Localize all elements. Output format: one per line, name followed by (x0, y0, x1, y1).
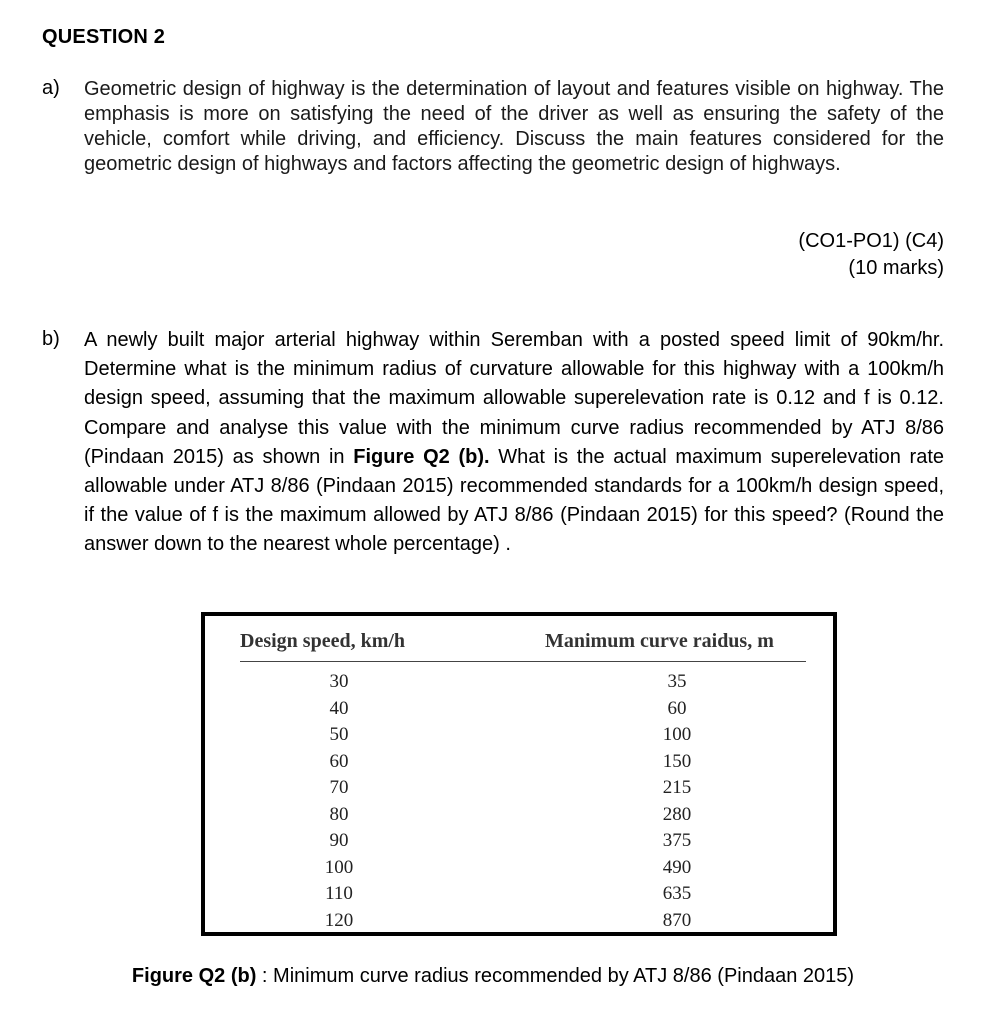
header-minimum-radius: Manimum curve raidus, m (545, 630, 774, 652)
radius-cell: 635 (662, 883, 692, 904)
part-a-text: Geometric design of highway is the determination of layout and features visible on highway. The emphasis is more on satisfying the need of the driver as well as ensuring the safety of the vehicle, comfort while driving, and efficiency. Discuss the main features considered for the geometric design of highways and factors affecting the geometric design of highways. (84, 78, 944, 175)
speed-cell: 60 (329, 750, 349, 772)
question-part-a (42, 77, 944, 177)
header-design-speed: Design speed, km/h (240, 630, 406, 652)
question-heading: QUESTION 2 (42, 26, 166, 48)
part-b-text (84, 326, 944, 560)
radius-cell: 215 (662, 777, 692, 798)
radius-cell: 100 (662, 724, 692, 745)
part-b-text-before: A newly built major arterial highway within Seremban with a posted speed limit of 90km/hr. Determine what is the minimum radius of curvature allowable for this highway with a 100km/h design speed, assuming that the maximum allowable superelevation rate is 0.12 and f is 0.12. Compare and analyse this value with the minimum curve radius recommended by ATJ 8/86 (Pindaan 2015) as shown in (84, 329, 944, 468)
radius-cell: 375 (662, 830, 692, 851)
speed-cell: 120 (324, 909, 354, 931)
speed-cell: 90 (329, 830, 349, 851)
figure-caption (0, 965, 986, 988)
caption-text: : Minimum curve radius recommended by ATJ 8/86 (Pindaan 2015) (256, 965, 855, 987)
part-b-text-after: What is the actual maximum superelevation rate allowable under ATJ 8/86 (Pindaan 2015) recommended standards for a 100km/h design speed, if the value of f is the maximum allowed by ATJ 8/86 (Pindaan 2015) for this speed? (Round the answer down to the nearest whole percentage) . (84, 445, 944, 556)
course-outcome-label: (CO1-PO1) (C4) (798, 230, 944, 252)
speed-cell: 100 (324, 856, 354, 878)
radius-cell: 490 (662, 856, 692, 878)
minimum-radius-column (655, 669, 699, 934)
radius-cell: 870 (662, 909, 692, 931)
marks-label: (10 marks) (848, 257, 944, 279)
speed-cell: 30 (329, 671, 349, 692)
figure-reference: Figure Q2 (b). (353, 445, 490, 468)
design-speed-column (315, 669, 363, 934)
header-rule (240, 661, 806, 662)
question-part-b (42, 326, 944, 560)
part-a-label: a) (42, 77, 60, 99)
speed-cell: 110 (325, 883, 353, 904)
curve-radius-table (201, 612, 837, 936)
part-a-marks-block (798, 228, 944, 282)
part-b-label: b) (42, 328, 60, 350)
caption-label: Figure Q2 (b) (131, 965, 257, 987)
speed-cell: 70 (329, 777, 349, 798)
speed-cell: 80 (329, 803, 349, 825)
radius-cell: 60 (667, 697, 687, 719)
radius-cell: 35 (667, 671, 687, 692)
radius-cell: 280 (662, 803, 692, 825)
radius-cell: 150 (662, 750, 692, 772)
speed-cell: 50 (329, 724, 349, 745)
speed-cell: 40 (329, 697, 349, 719)
